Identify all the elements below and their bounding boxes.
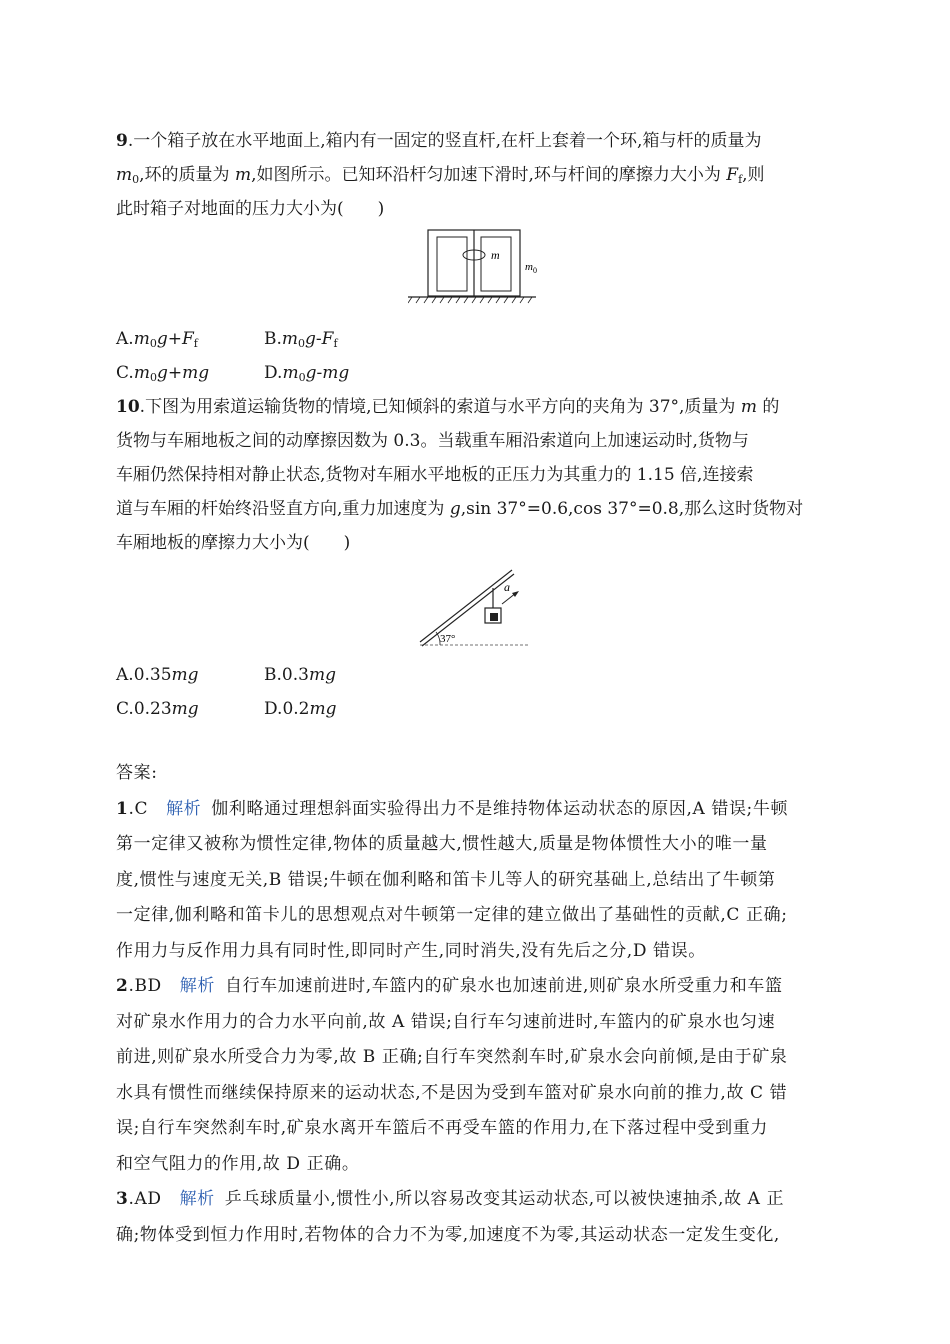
answers-heading: 答案: bbox=[116, 763, 158, 783]
analysis-keyword: 解析 bbox=[166, 798, 202, 819]
answer-1: 1.C 解析 伽利略通过理想斜面实验得出力不是维持物体运动状态的原因,A 错误;牛顿 第一定律又被称为惯性定律,物体的质量越大,惯性越大,质量是物体惯性大小的唯一量 度,惯性与速度无关,B 错误;牛顿在伽利略和笛卡儿等人的研究基础上,总结出了牛顿第 一定律,伽利略和笛卡儿的思想观点对牛顿第一定律的建立做出了基础性的贡献,C 正确; 作用力与反作用力具有同时性,即同时产生,同时消失,没有先后之分,D 错误。 bbox=[116, 798, 789, 961]
inner-panel-right bbox=[481, 237, 511, 291]
question-9-stem: 9.一个箱子放在水平地面上,箱内有一固定的竖直杆,在杆上套着一个环,箱与杆的质量为 $m_0$,环的质量为 m,如图所示。已知环沿杆匀加速下滑时,环与杆间的摩擦力大小为 $F_f$,则 此时箱子对地面的压力大小为( ) bbox=[116, 131, 765, 219]
arrow-head bbox=[512, 591, 519, 597]
angle-label: 37° bbox=[440, 633, 456, 645]
ground-hatching bbox=[408, 297, 532, 303]
question-9-options bbox=[116, 322, 836, 390]
question-10-stem: 10.下图为用索道运输货物的情境,已知倾斜的索道与水平方向的夹角为 37°,质量为 m 的 货物与车厢地板之间的动摩擦因数为 0.3。当载重车厢沿索道向上加速运动时,货物与 车厢仍然保持相对静止状态,货物对车厢水平地板的正压力为其重力的 1.15 倍,连接索 道与车厢的杆始终沿竖直方向,重力加速度为 g,sin 37°=0.6,cos 37°=0.8,那么这时货物对 车厢地板的摩擦力大小为( ) bbox=[116, 397, 804, 553]
question-10 bbox=[116, 390, 836, 726]
ring-mass-label: m bbox=[491, 248, 500, 262]
option-b[interactable]: $B.m_0g-F_f$ bbox=[264, 329, 338, 350]
answers-section bbox=[116, 756, 836, 1253]
cableway-figure bbox=[416, 564, 536, 648]
acceleration-label: a bbox=[504, 580, 510, 594]
box-mass-label: $m_0$ bbox=[525, 261, 537, 275]
question-10-options bbox=[116, 658, 836, 726]
analysis-keyword: 解析 bbox=[179, 976, 215, 996]
option-b[interactable]: B.0.3mg bbox=[264, 665, 336, 685]
question-number: 10 bbox=[116, 397, 140, 417]
analysis-keyword: 解析 bbox=[179, 1189, 215, 1209]
option-a[interactable]: A.0.35mg bbox=[116, 665, 199, 685]
option-d[interactable]: $D.m_0g-mg$ bbox=[264, 363, 350, 384]
question-9 bbox=[116, 124, 836, 390]
inclined-cable bbox=[420, 570, 512, 642]
answer-3: 3.AD 解析 乒乓球质量小,惯性小,所以容易改变其运动状态,可以被快速抽杀,故 A 正 确;物体受到恒力作用时,若物体的合力不为零,加速度不为零,其运动状态一定发生变化, bbox=[116, 1189, 785, 1245]
option-c[interactable]: $C.m_0g+mg$ bbox=[116, 363, 210, 384]
box-rod-ring-figure bbox=[408, 228, 558, 310]
option-a[interactable]: $A.m_0g+F_f$ bbox=[116, 329, 198, 350]
option-c[interactable]: C.0.23mg bbox=[116, 699, 199, 719]
answer-2: 2.BD 解析 自行车加速前进时,车篮内的矿泉水也加速前进,则矿泉水所受重力和车篮 对矿泉水作用力的合力水平向前,故 A 错误;自行车匀速前进时,车篮内的矿泉水也匀速 前进,则矿泉水所受合力为零,故 B 正确;自行车突然刹车时,矿泉水会向前倾,是由于矿泉 水具有惯性而继续保持原来的运动状态,不是因为受到车篮对矿泉水向前的推力,故 C 错 误;自行车突然刹车时,矿泉水离开车篮后不再受车篮的作用力,在下落过程中受到重力 和空气阻力的作用,故 D 正确。 bbox=[116, 976, 788, 1174]
cargo bbox=[490, 613, 498, 621]
document-page bbox=[116, 124, 836, 1253]
inner-panel-left bbox=[437, 237, 467, 291]
question-number: 9 bbox=[116, 131, 128, 151]
option-d[interactable]: D.0.2mg bbox=[264, 699, 337, 719]
